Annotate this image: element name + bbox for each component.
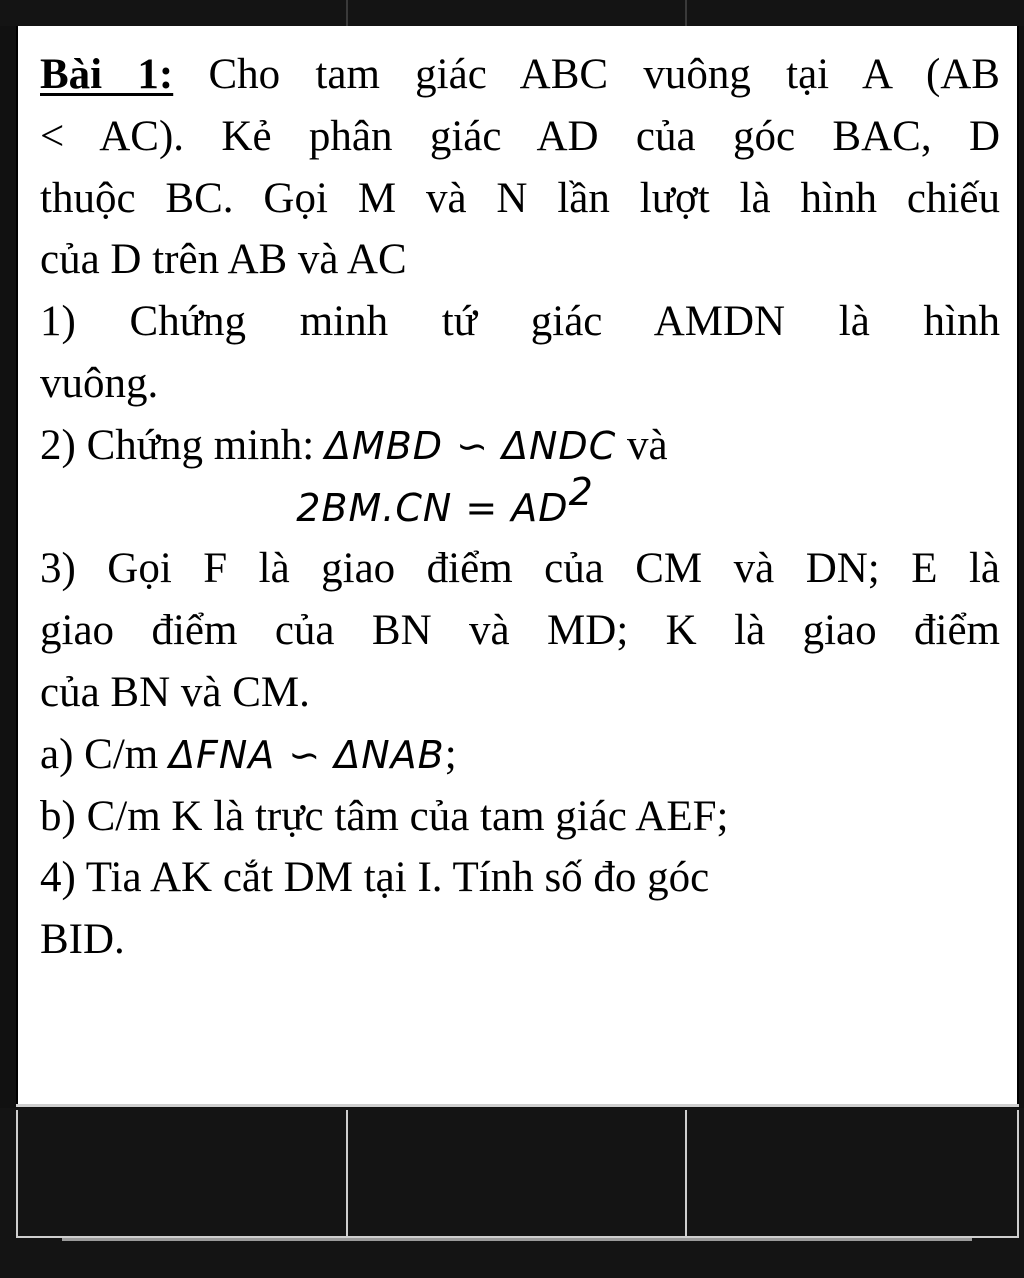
page-bottom-edge [16, 1104, 1019, 1107]
similarity-formula-1: ΔMBD ∽ ΔNDC [324, 423, 617, 468]
top-dark-band [0, 0, 1024, 26]
top-divider-left [346, 0, 348, 26]
similarity-formula-2: ΔFNA ∽ ΔNAB [168, 732, 445, 777]
line-15: BID. [40, 916, 125, 964]
line-5: 1) Chứng minh tứ giác AMDN là hình [40, 298, 1000, 346]
line-9: 3) Gọi F là giao điểm của CM và DN; E là [40, 545, 1000, 593]
line-6: vuông. [40, 359, 159, 407]
line-2: < AC). Kẻ phân giác AD của góc BAC, D [40, 112, 1000, 160]
line-1: Bài 1: Cho tam giác ABC vuông tại A (AB [40, 51, 1000, 98]
bottom-divider-left [346, 1110, 348, 1238]
line-7: 2) Chứng minh: ΔMBD ∽ ΔNDC và [40, 421, 668, 469]
line-8 [40, 469, 1000, 539]
line-14: 4) Tia AK cắt DM tại I. Tính số đo góc [40, 854, 710, 902]
line-10: giao điểm của BN và MD; K là giao điểm [40, 607, 1000, 655]
bottom-frame [16, 1110, 1019, 1238]
top-divider-right [685, 0, 687, 26]
problem-text [40, 44, 1000, 971]
bottom-rule [62, 1238, 972, 1241]
bottom-divider-right [685, 1110, 687, 1238]
equation-exponent: 2 [568, 469, 594, 514]
line-3: thuộc BC. Gọi M và N lần lượt là hình chiếu [40, 174, 1000, 222]
line-13: b) C/m K là trực tâm của tam giác AEF; [40, 792, 729, 840]
line-12: a) C/m ΔFNA ∽ ΔNAB; [40, 730, 457, 778]
problem-title: Bài 1: [40, 51, 174, 98]
equation-formula: 2BM.CN = AD [296, 485, 569, 530]
line-4: của D trên AB và AC [40, 236, 407, 284]
line-11: của BN và CM. [40, 668, 310, 716]
